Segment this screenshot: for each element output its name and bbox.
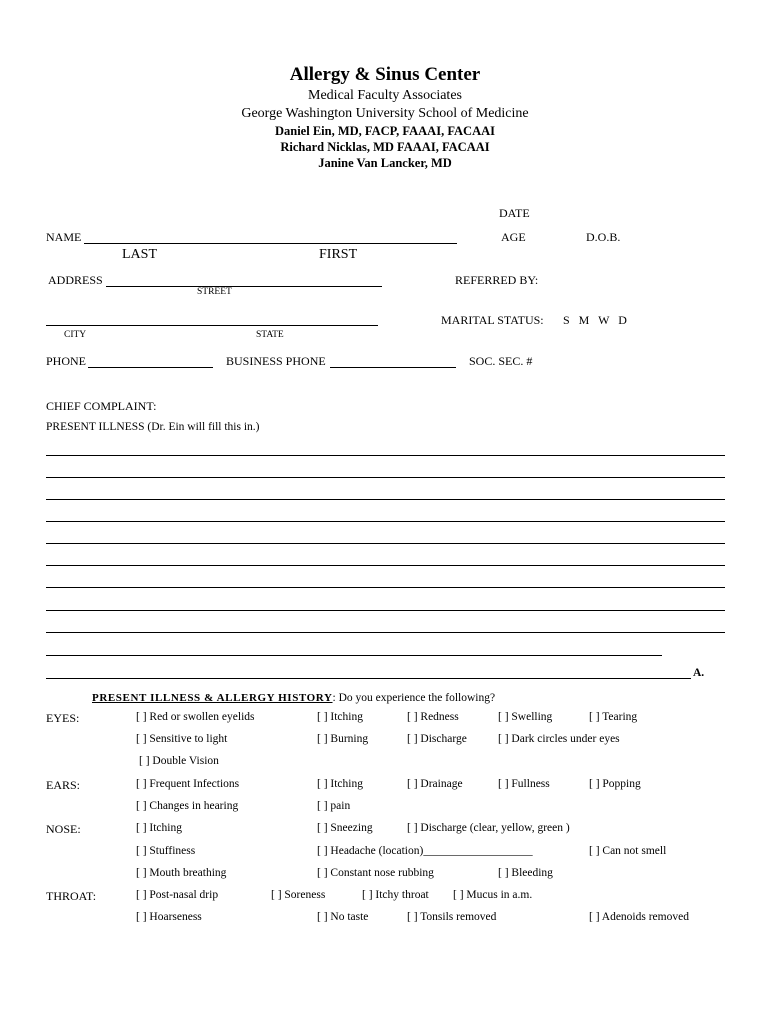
eyes-burning[interactable]: [ ] Burning (317, 733, 369, 745)
ears-pain[interactable]: [ ] pain (317, 800, 351, 812)
throat-tonsils-removed[interactable]: [ ] Tonsils removed (407, 911, 497, 923)
ears-fullness[interactable]: [ ] Fullness (498, 778, 550, 790)
soc-sec-label: SOC. SEC. # (469, 354, 533, 368)
throat-hoarseness[interactable]: [ ] Hoarseness (136, 911, 202, 923)
nose-sneezing[interactable]: [ ] Sneezing (317, 822, 373, 834)
eyes-label: EYES: (46, 711, 80, 725)
illness-line-6[interactable] (46, 565, 725, 566)
marital-status-label: MARITAL STATUS: (441, 313, 544, 327)
eyes-dark-circles[interactable]: [ ] Dark circles under eyes (498, 733, 620, 745)
state-label: STATE (256, 330, 284, 340)
throat-post-nasal-drip[interactable]: [ ] Post-nasal drip (136, 889, 219, 901)
throat-mucus[interactable]: [ ] Mucus in a.m. (453, 889, 533, 901)
history-heading-row (92, 688, 495, 706)
doctor-2: Richard Nicklas, MD FAAAI, FACAAI (280, 140, 490, 154)
nose-stuffiness[interactable]: [ ] Stuffiness (136, 845, 196, 857)
throat-itchy[interactable]: [ ] Itchy throat (362, 889, 429, 901)
nose-discharge[interactable]: [ ] Discharge (clear, yellow, green ) (407, 822, 570, 834)
street-label: STREET (197, 287, 232, 297)
illness-line-7[interactable] (46, 587, 725, 588)
illness-line-9[interactable] (46, 632, 725, 633)
eyes-itching[interactable]: [ ] Itching (317, 711, 363, 723)
marital-options[interactable]: S M W D (563, 313, 627, 327)
ears-popping[interactable]: [ ] Popping (589, 778, 641, 790)
eyes-redness[interactable]: [ ] Redness (407, 711, 459, 723)
name-line[interactable] (84, 243, 457, 244)
org-name: Medical Faculty Associates (308, 88, 462, 103)
chief-complaint-label: CHIEF COMPLAINT: (46, 399, 157, 413)
history-heading: PRESENT ILLNESS & ALLERGY HISTORY (92, 692, 333, 704)
throat-no-taste[interactable]: [ ] No taste (317, 911, 369, 923)
illness-end-mark: A. (693, 667, 705, 679)
nose-constant-rubbing[interactable]: [ ] Constant nose rubbing (317, 867, 434, 879)
phone-label: PHONE (46, 354, 87, 368)
throat-adenoids-removed[interactable]: [ ] Adenoids removed (589, 911, 689, 923)
city-state-line[interactable] (46, 325, 378, 326)
age-label: AGE (501, 230, 526, 244)
date-label: DATE (499, 206, 530, 220)
referred-by-label: REFERRED BY: (455, 273, 539, 287)
illness-line-5[interactable] (46, 543, 725, 544)
illness-line-10[interactable] (46, 655, 662, 656)
address-line[interactable] (106, 286, 382, 287)
nose-headache[interactable]: [ ] Headache (location)___________________ (317, 845, 533, 857)
eyes-double-vision[interactable]: [ ] Double Vision (139, 755, 219, 767)
business-phone-label: BUSINESS PHONE (226, 354, 326, 368)
address-label: ADDRESS (48, 273, 103, 287)
eyes-sensitive-to-light[interactable]: [ ] Sensitive to light (136, 733, 228, 745)
nose-mouth-breathing[interactable]: [ ] Mouth breathing (136, 867, 227, 879)
ears-changes-in-hearing[interactable]: [ ] Changes in hearing (136, 800, 239, 812)
eyes-red-swollen-eyelids[interactable]: [ ] Red or swollen eyelids (136, 711, 255, 723)
illness-line-11[interactable] (46, 678, 691, 679)
ears-drainage[interactable]: [ ] Drainage (407, 778, 463, 790)
nose-label: NOSE: (46, 822, 81, 836)
first-label: FIRST (319, 247, 358, 262)
phone-line[interactable] (88, 367, 213, 368)
throat-soreness[interactable]: [ ] Soreness (271, 889, 326, 901)
ears-itching[interactable]: [ ] Itching (317, 778, 363, 790)
ears-label: EARS: (46, 778, 81, 792)
doctor-1: Daniel Ein, MD, FACP, FAAAI, FACAAI (274, 124, 496, 138)
last-label: LAST (122, 247, 157, 262)
eyes-discharge[interactable]: [ ] Discharge (407, 733, 467, 745)
eyes-tearing[interactable]: [ ] Tearing (589, 711, 638, 723)
ears-frequent-infections[interactable]: [ ] Frequent Infections (136, 778, 240, 790)
eyes-swelling[interactable]: [ ] Swelling (498, 711, 553, 723)
dob-label: D.O.B. (586, 230, 621, 244)
illness-line-2[interactable] (46, 477, 725, 478)
city-label: CITY (64, 330, 87, 340)
history-question: : Do you experience the following? (332, 692, 496, 704)
business-phone-line[interactable] (330, 367, 456, 368)
present-illness-label: PRESENT ILLNESS (Dr. Ein will fill this in.) (46, 421, 260, 433)
nose-can-not-smell[interactable]: [ ] Can not smell (589, 845, 667, 857)
name-label: NAME (46, 230, 82, 244)
illness-line-1[interactable] (46, 455, 725, 456)
illness-line-3[interactable] (46, 499, 725, 500)
illness-line-4[interactable] (46, 521, 725, 522)
throat-label: THROAT: (46, 889, 97, 903)
nose-bleeding[interactable]: [ ] Bleeding (498, 867, 553, 879)
illness-line-8[interactable] (46, 610, 725, 611)
doctor-3: Janine Van Lancker, MD (318, 156, 452, 170)
school-name: George Washington University School of Medicine (241, 106, 529, 121)
clinic-title: Allergy & Sinus Center (289, 64, 481, 85)
nose-itching[interactable]: [ ] Itching (136, 822, 182, 834)
